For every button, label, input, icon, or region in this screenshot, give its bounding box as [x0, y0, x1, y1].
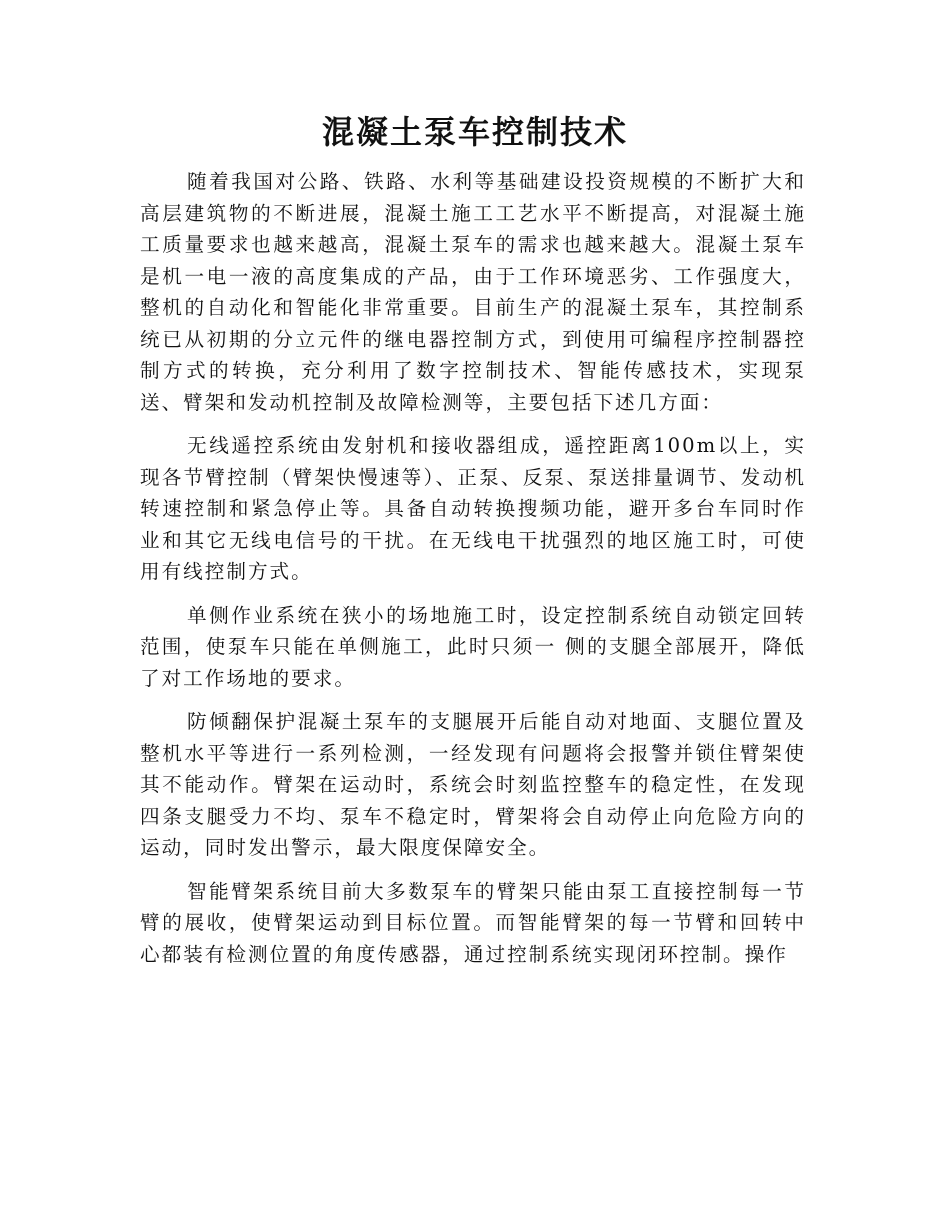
document-title: 混凝土泵车控制技术 — [321, 113, 628, 151]
paragraph-single-side: 单侧作业系统在狭小的场地施工时，设定控制系统自动锁定回转范围，使泵车只能在单侧施工，此时只须一 侧的支腿全部展开，降低了对工作场地的要求。 — [140, 603, 806, 690]
paragraph-wireless-remote: 无线遥控系统由发射机和接收器组成，遥控距离100m以上，实现各节臂控制（臂架快慢速等）、正泵、反泵、泵送排量调节、发动机转速控制和紧急停止等。具备自动转换搜频功能，避开多台车同时作业和其它无线电信号的干扰。在无线电干扰强烈的地区施工时，可使用有线控制方式。 — [140, 434, 806, 583]
document-body — [140, 166, 806, 982]
paragraph-anti-tipping: 防倾翻保护混凝土泵车的支腿展开后能自动对地面、支腿位置及整机水平等进行一系列检测，一经发现有问题将会报警并锁住臂架使其不能动作。臂架在运动时，系统会时刻监控整车的稳定性，在发现四条支腿受力不均、泵车不稳定时，臂架将会自动停止向危险方向的运动，同时发出警示，最大限度保障安全。 — [140, 710, 806, 859]
paragraph-intro: 随着我国对公路、铁路、水利等基础建设投资规模的不断扩大和高层建筑物的不断进展，混凝土施工工艺水平不断提高，对混凝土施工质量要求也越来越高，混凝土泵车的需求也越来越大。混凝土泵车是机一电一液的高度集成的产品，由于工作环境恶劣、工作强度大，整机的自动化和智能化非常重要。目前生产的混凝土泵车，其控制系统已从初期的分立元件的继电器控制方式，到使用可编程序控制器控制方式的转换，充分利用了数字控制技术、智能传感技术，实现泵送、臂架和发动机控制及故障检测等，主要包括下述几方面： — [140, 170, 806, 414]
paragraph-smart-boom: 智能臂架系统目前大多数泵车的臂架只能由泵工直接控制每一节臂的展收，使臂架运动到目标位置。而智能臂架的每一节臂和回转中心都装有检测位置的角度传感器，通过控制系统实现闭环控制。操作 — [140, 879, 806, 966]
